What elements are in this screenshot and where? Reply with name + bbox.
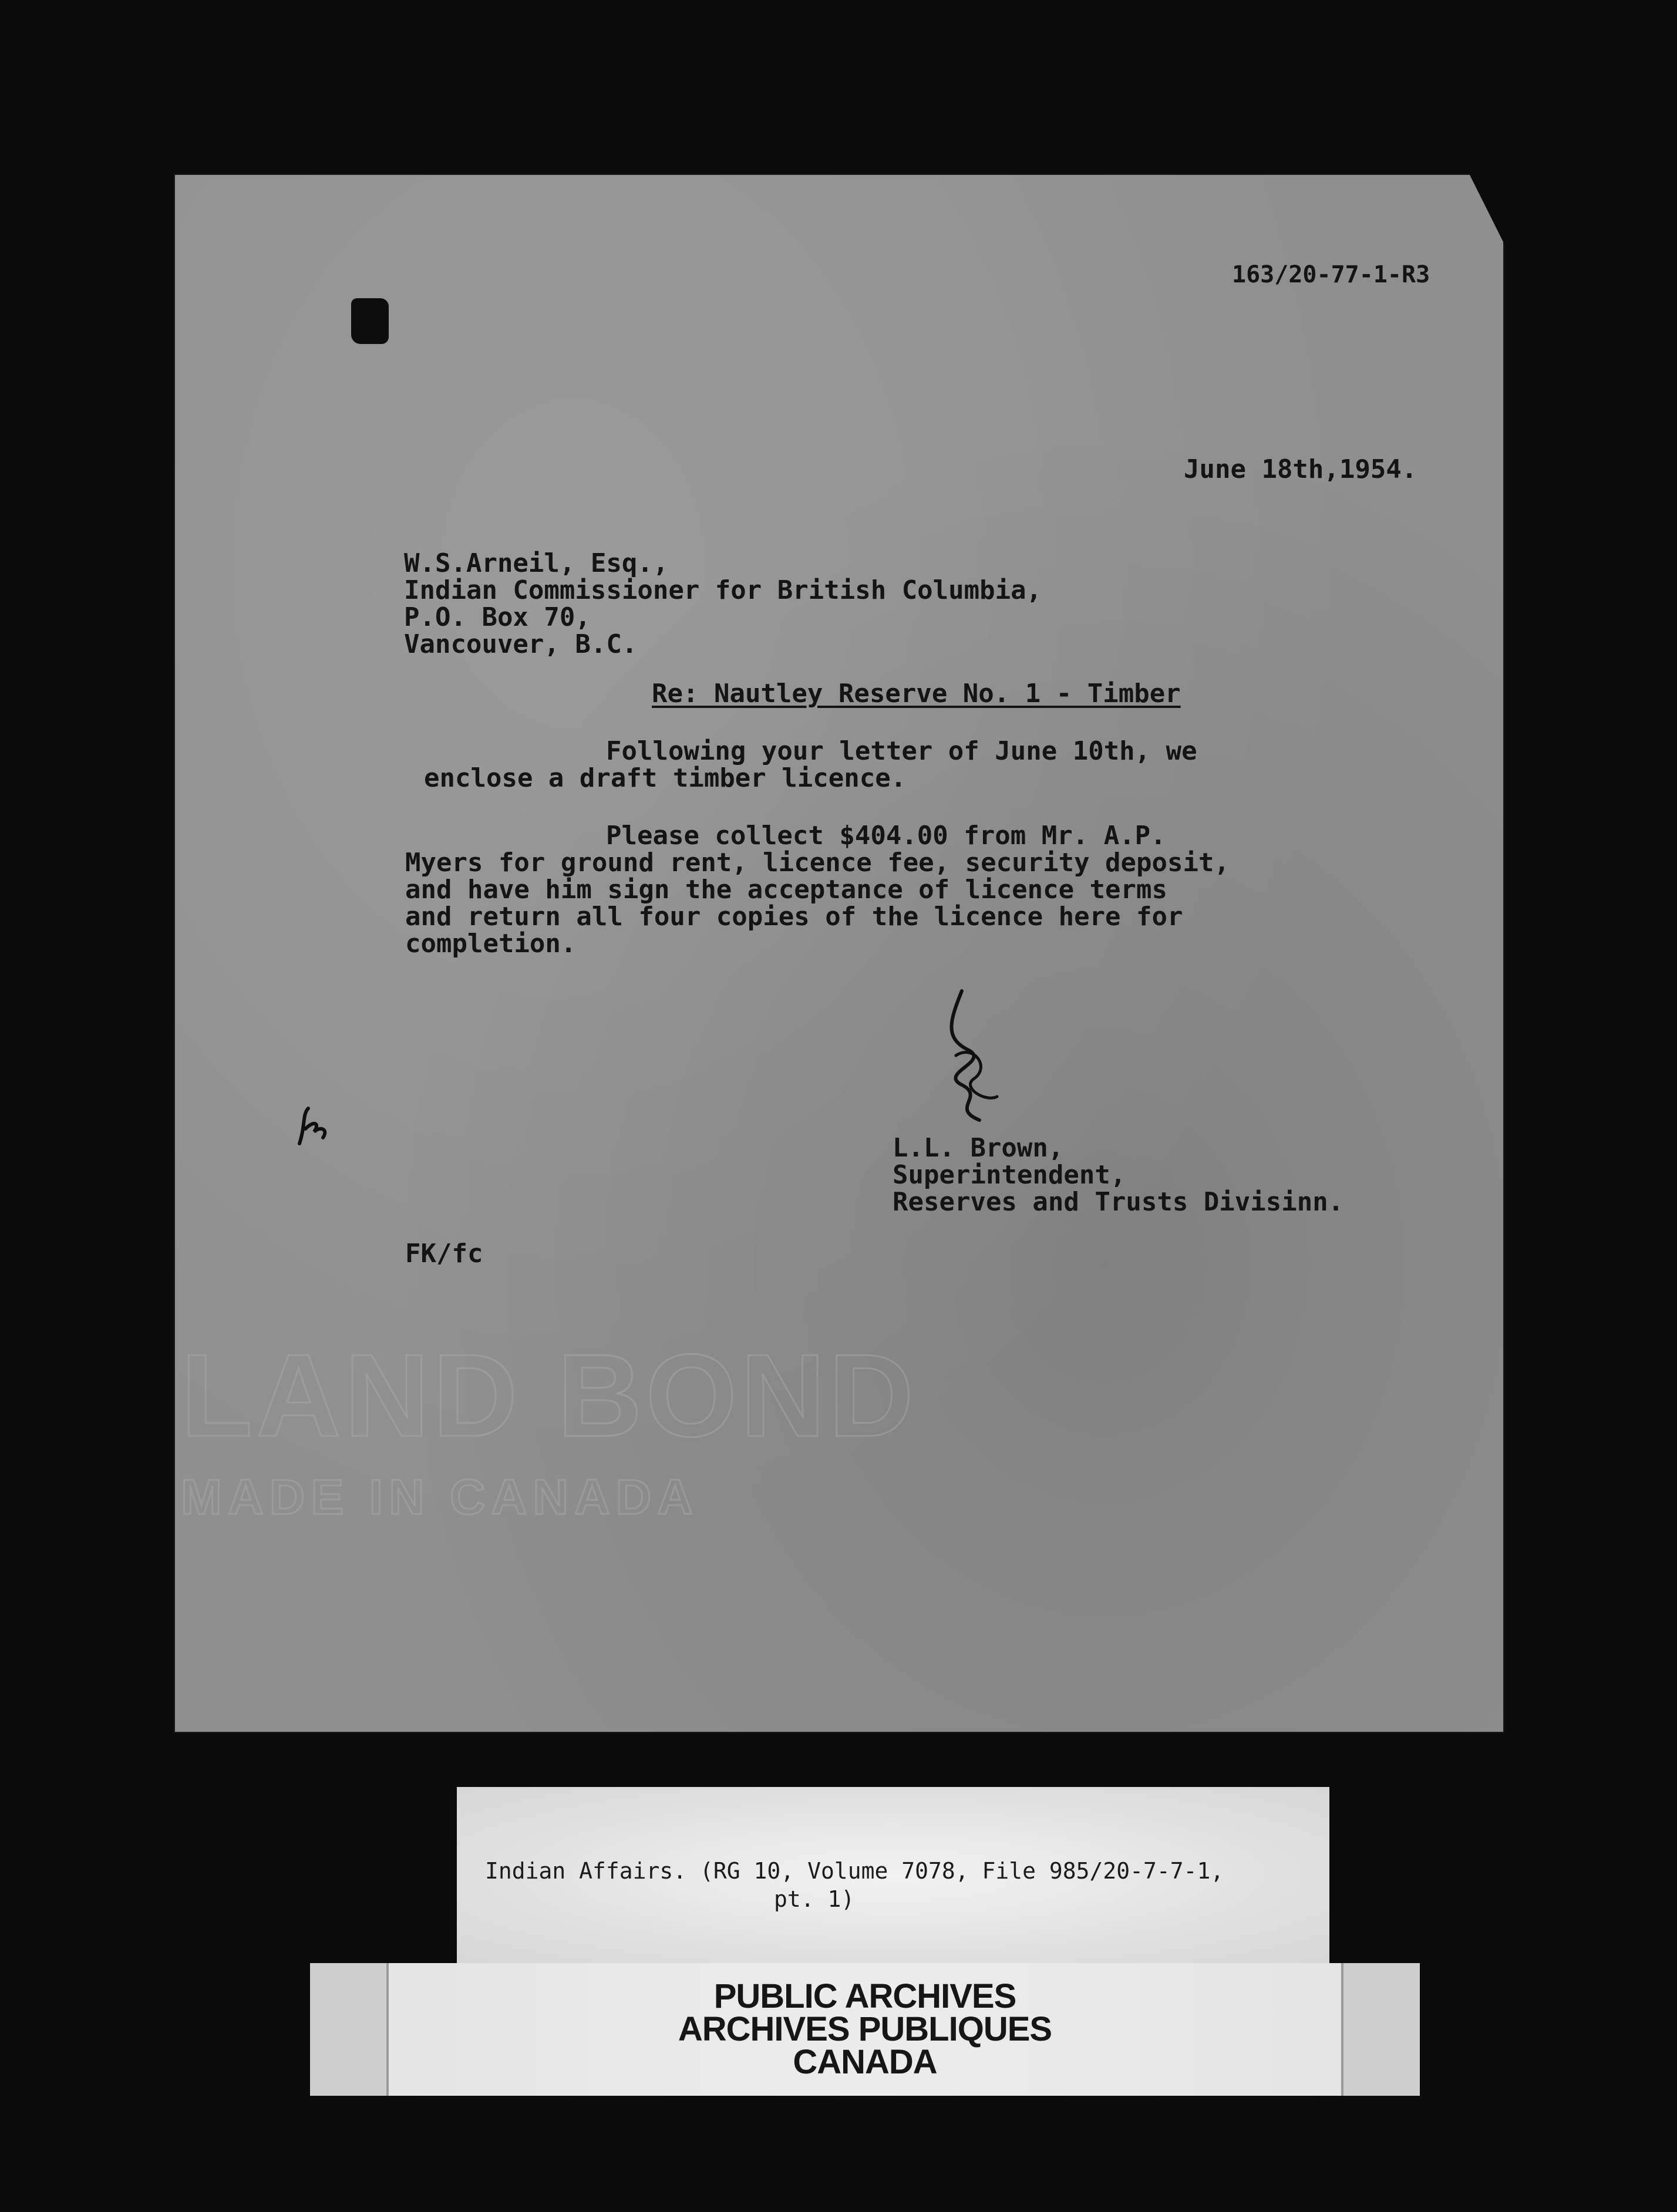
signature-line: Superintendent, bbox=[893, 1160, 1126, 1190]
recipient-line: P.O. Box 70, bbox=[404, 602, 591, 632]
paragraph-line: completion. bbox=[405, 929, 577, 959]
archive-stamp-banner bbox=[310, 1963, 1420, 2096]
archival-caption-card bbox=[457, 1787, 1329, 1963]
paragraph-line: enclose a draft timber licence. bbox=[424, 763, 907, 793]
page-corner-fold bbox=[1469, 174, 1504, 244]
paper-watermark: LAND BOND bbox=[181, 1330, 917, 1461]
letter-page bbox=[175, 175, 1503, 1732]
paragraph-line: Following your letter of June 10th, we bbox=[606, 736, 1197, 766]
recipient-line: W.S.Arneil, Esq., bbox=[404, 548, 669, 578]
signature-line: Reserves and Trusts Divisinn. bbox=[893, 1187, 1344, 1217]
handwritten-signature bbox=[927, 985, 1021, 1126]
punch-hole bbox=[351, 298, 389, 344]
letter-date: June 18th,1954. bbox=[1184, 454, 1417, 484]
margin-initial-mark bbox=[288, 1102, 341, 1149]
file-reference: 163/20-77-1-R3 bbox=[1232, 261, 1430, 288]
typist-initials: FK/fc bbox=[405, 1239, 483, 1269]
paragraph-line: Please collect $404.00 from Mr. A.P. bbox=[606, 821, 1166, 851]
paragraph-line: and return all four copies of the licence here for bbox=[405, 902, 1183, 932]
recipient-line: Vancouver, B.C. bbox=[404, 629, 638, 659]
archive-stamp-line: PUBLIC ARCHIVES bbox=[713, 1977, 1016, 2015]
archive-stamp-line: CANADA bbox=[793, 2043, 937, 2081]
recipient-line: Indian Commissioner for British Columbia, bbox=[404, 575, 1042, 605]
paper-watermark: MADE IN CANADA bbox=[181, 1469, 699, 1525]
caption-line: Indian Affairs. (RG 10, Volume 7078, File 985/20-7-7-1, bbox=[485, 1858, 1224, 1884]
paragraph-line: Myers for ground rent, licence fee, security deposit, bbox=[405, 848, 1230, 878]
subject-line: Re: Nautley Reserve No. 1 - Timber bbox=[652, 679, 1181, 709]
caption-line: pt. 1) bbox=[774, 1886, 855, 1912]
paragraph-line: and have him sign the acceptance of licence terms bbox=[405, 875, 1168, 905]
archive-stamp-line: ARCHIVES PUBLIQUES bbox=[678, 2010, 1052, 2048]
signature-line: L.L. Brown, bbox=[893, 1133, 1064, 1163]
